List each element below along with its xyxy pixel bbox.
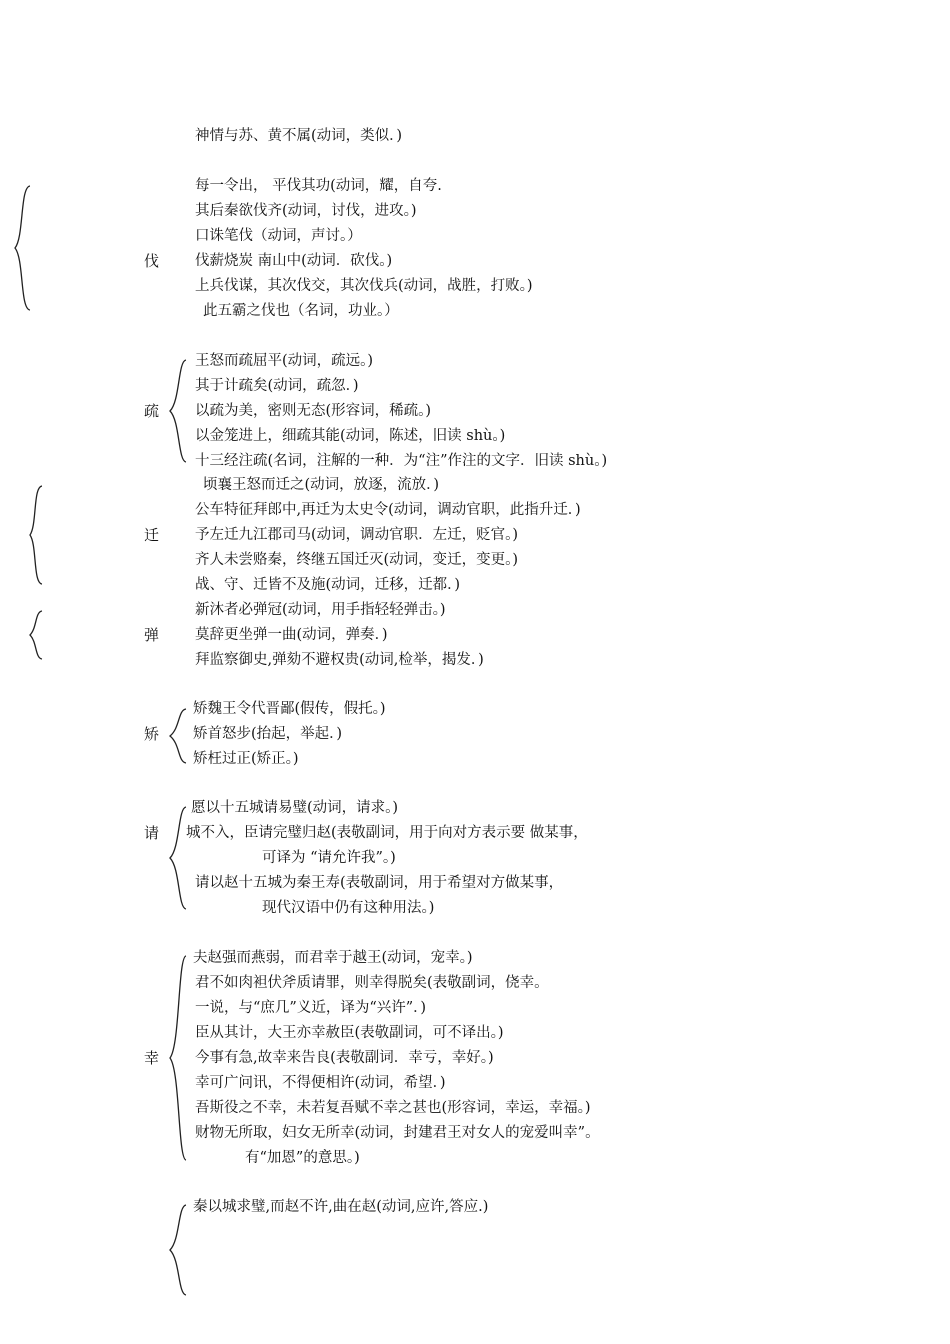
entry-line: 其后秦欲伐齐(动词，讨伐，进攻。): [195, 203, 417, 219]
entry-line: 上兵伐谋，其次伐交，其次伐兵(动词，战胜，打败。): [195, 278, 533, 294]
headword-qing: 请: [144, 824, 160, 842]
headword-fa: 伐: [144, 252, 160, 270]
entry-line: 每一令出， 平伐其功(动词，耀，自夸.: [195, 178, 442, 194]
entry-line: 君不如肉袒伏斧质请罪，则幸得脱矣(表敬副词，侥幸。: [195, 975, 549, 991]
bracket-tan: [29, 610, 45, 660]
entry-line: 莫辞更坐弹一曲(动词，弹奏．): [195, 627, 388, 643]
headword-shu: 疏: [144, 402, 160, 420]
entry-line: 现代汉语中仍有这种用法。): [262, 900, 435, 916]
entry-line: 臣从其计，大王亦幸赦臣(表敬副词，可不译出。): [195, 1025, 504, 1041]
headword-xing: 幸: [144, 1049, 160, 1067]
entry-line: 新沐者必弹冠(动词，用手指轻轻弹击。): [195, 602, 446, 618]
headword-tan: 弹: [144, 626, 160, 644]
entry-line: 以疏为美，密则无态(形容词，稀疏。): [195, 403, 432, 419]
entry-line: 矫魏王令代晋鄙(假传，假托。): [193, 701, 386, 717]
bracket-qing: [168, 806, 190, 910]
entry-line: 矫枉过正(矫正。): [193, 751, 299, 767]
bracket-shu: [168, 359, 190, 463]
entry-line: 予左迁九江郡司马(动词，调动官职．左迁，贬官。): [195, 527, 519, 543]
entry-line: 此五霸之伐也（名词，功业。）: [203, 303, 399, 319]
entry-line: 一说，与“庶几”义近，译为“兴许”．): [195, 1000, 427, 1016]
entry-line: 城不入，臣请完璧归赵(表敬副词，用于向对方表示要 做某事，: [186, 825, 588, 841]
bracket-last: [168, 1204, 190, 1296]
entry-line: 夫赵强而燕弱，而君幸于越王(动词，宠幸。): [193, 950, 473, 966]
bracket-xing: [168, 955, 190, 1161]
headword-qian: 迁: [144, 526, 160, 544]
entry-line: 王怒而疏屈平(动词，疏远。): [195, 353, 374, 369]
entry-line: 其于计疏矣(动词，疏忽．): [195, 378, 359, 394]
entry-line: 可译为 “请允许我”。): [262, 850, 396, 866]
entry-line: 十三经注疏(名词，注解的一种．为“注”作注的文字．旧读 shù。): [195, 453, 608, 469]
bracket-fa: [14, 185, 34, 311]
entry-line: 拜监察御史,弹劾不避权贵(动词,检举，揭发．): [195, 652, 484, 668]
entry-line: 吾斯役之不幸，未若复吾赋不幸之甚也(形容词，幸运，幸福。): [195, 1100, 591, 1116]
entry-line: 请以赵十五城为秦王寿(表敬副词，用于希望对方做某事，: [195, 875, 564, 891]
entry-line: 愿以十五城请易璧(动词，请求。): [191, 800, 399, 816]
entry-line: 财物无所取，妇女无所幸(动词，封建君王对女人的宠爱叫幸”。: [195, 1125, 600, 1141]
entry-line: 战、守、迁皆不及施(动词，迁移，迁都．): [195, 577, 461, 593]
entry-line: 公车特征拜郎中,再迁为太史令(动词，调动官职，此指升迁．): [195, 502, 581, 518]
entry-line: 口诛笔伐（动词，声讨。）: [195, 228, 362, 244]
bracket-qian: [29, 485, 45, 585]
entry-line: 幸可广问讯，不得便相许(动词，希望．): [195, 1075, 446, 1091]
bracket-jiao: [168, 708, 190, 764]
entry-line: 秦以城求璧,而赵不许,曲在赵(动词,应许,答应.): [193, 1199, 489, 1215]
entry-line: 以金笼进上，细疏其能(动词，陈述，旧读 shù。): [195, 428, 506, 444]
entry-line: 顷襄王怒而迁之(动词，放逐，流放．): [203, 477, 440, 493]
headword-jiao: 矫: [144, 725, 160, 743]
entry-line: 今事有急,故幸来告良(表敬副词．幸亏，幸好。): [195, 1050, 494, 1066]
entry-line: 有“加恩”的意思。): [245, 1150, 360, 1166]
entry-line: 齐人未尝赂秦，终继五国迁灭(动词，变迁，变更。): [195, 552, 519, 568]
entry-line: 伐薪烧炭 南山中(动词．砍伐。): [195, 253, 393, 269]
entry-line: 神情与苏、黄不属(动词，类似．): [195, 128, 403, 144]
entry-line: 矫首怒步(抬起，举起．): [193, 726, 343, 742]
